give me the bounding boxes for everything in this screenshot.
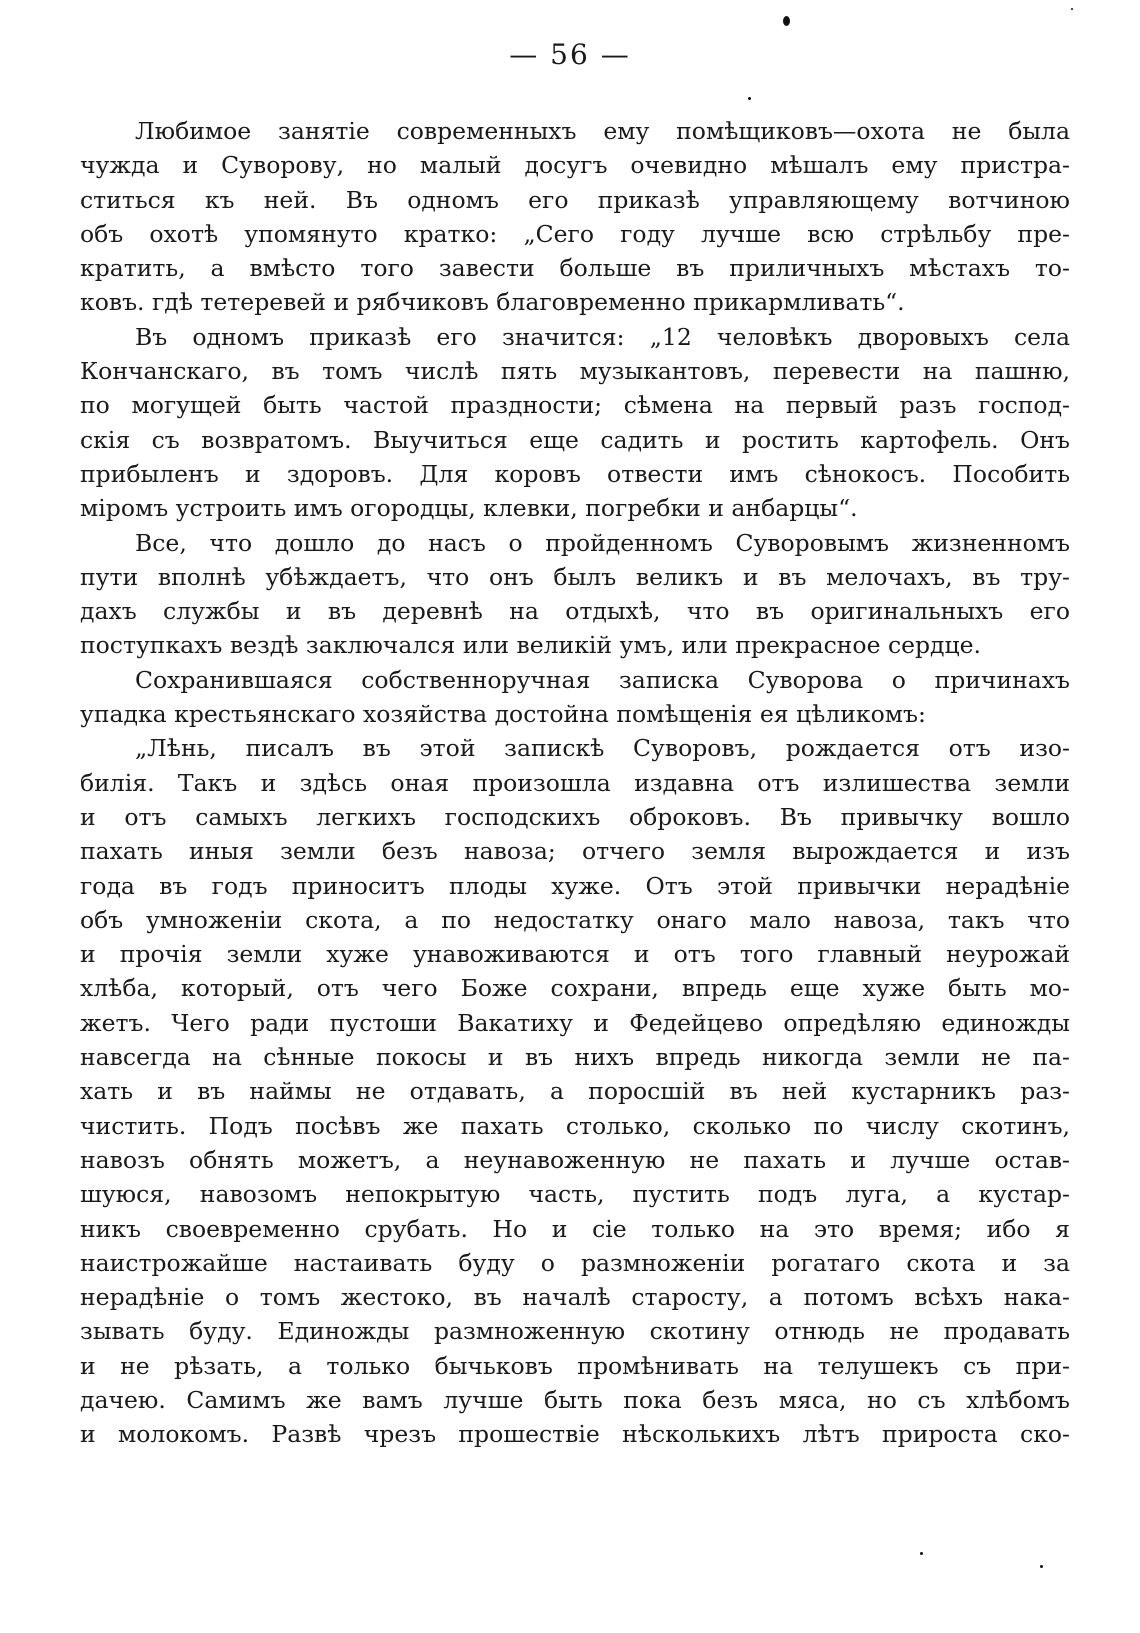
page-number: — 56 —: [509, 38, 631, 71]
text-line: жетъ. Чего ради пустоши Вакатиху и Федейцево опредѣляю единожды: [80, 1008, 1070, 1037]
text-line: поступкахъ вездѣ заключался или великій умъ, или прекрасное сердце.: [80, 631, 982, 660]
text-line: дачею. Самимъ же вамъ лучше быть пока безъ мяса, но съ хлѣбомъ: [80, 1385, 1070, 1414]
text-line: объ умноженіи скота, а по недостатку онаго мало навоза, такъ что: [80, 905, 1070, 934]
text-line: наистрожайше настаивать буду о размноженіи рогатаго скота и за: [80, 1248, 1070, 1277]
text-line: Въ одномъ приказѣ его значится: „12 человѣкъ дворовыхъ села: [135, 322, 1070, 351]
text-line: ститься къ ней. Въ одномъ его приказѣ управляющему вотчиною: [80, 185, 1070, 214]
text-line: „Лѣнь, писалъ въ этой запискѣ Суворовъ, рождается отъ изо-: [135, 734, 1070, 763]
body-text: [80, 114, 1070, 1452]
text-line: навозъ обнять можетъ, а неунавоженную не пахать и лучше остав-: [80, 1145, 1070, 1174]
text-line: нерадѣніе о томъ жестоко, въ началѣ старосту, а потомъ всѣхъ нака-: [80, 1283, 1070, 1312]
text-line: чистить. Подъ посѣвъ же пахать столько, сколько по числу скотинъ,: [80, 1111, 1070, 1140]
ink-speck: [920, 1552, 923, 1555]
ink-speck: [748, 97, 751, 100]
text-line: Кончанскаго, въ томъ числѣ пять музыкантовъ, перевести на пашню,: [80, 357, 1070, 386]
ink-speck: [1040, 1565, 1043, 1568]
text-line: Любимое занятіе современныхъ ему помѣщиковъ—охота не была: [135, 117, 1070, 145]
text-line: кратить, а вмѣсто того завести больше въ приличныхъ мѣстахъ то-: [80, 254, 1070, 283]
text-line: и не рѣзать, а только бычьковъ промѣнивать на телушекъ съ при-: [80, 1351, 1070, 1380]
text-line: дахъ службы и въ деревнѣ на отдыхѣ, что въ оригинальныхъ его: [80, 597, 1070, 626]
text-line: и отъ самыхъ легкихъ господскихъ оброковъ. Въ привычку вошло: [80, 802, 1070, 831]
text-line: шуюся, навозомъ непокрытую часть, пустить подъ луга, а кустар-: [80, 1180, 1070, 1209]
text-line: и прочія земли хуже унавоживаются и отъ того главный неурожай: [80, 940, 1070, 969]
text-line: Сохранившаяся собственноручная записка Суворова о причинахъ: [135, 665, 1070, 694]
text-line: хать и въ наймы не отдавать, а поросшій въ ней кустарникъ раз-: [80, 1077, 1070, 1106]
text-line: хлѣба, который, отъ чего Боже сохрани, впредь еще хуже быть мо-: [80, 974, 1070, 1003]
text-line: прибыленъ и здоровъ. Для коровъ отвести имъ сѣнокосъ. Пособить: [80, 459, 1070, 488]
text-line: пахать иныя земли безъ навоза; отчего земля вырождается и изъ: [80, 837, 1070, 866]
text-line: ковъ. гдѣ тетеревей и рябчиковъ благовременно прикармливать“.: [80, 288, 905, 317]
text-line: и молокомъ. Развѣ чрезъ прошествіе нѣсколькихъ лѣтъ прироста ско-: [80, 1420, 1070, 1449]
text-line: по могущей быть частой праздности; сѣмена на первый разъ господ-: [80, 391, 1070, 420]
text-line: зывать буду. Единожды размноженную скотину отнюдь не продавать: [80, 1317, 1070, 1346]
ink-speck: [783, 16, 790, 26]
text-line: навсегда на сѣнные покосы и въ нихъ впредь никогда земли не па-: [80, 1043, 1070, 1072]
text-line: никъ своевременно срубать. Но и сіе только на это время; ибо я: [80, 1214, 1070, 1243]
text-line: года въ годъ приноситъ плоды хуже. Отъ этой привычки нерадѣніе: [80, 871, 1070, 900]
text-line: міромъ устроить имъ огородцы, клевки, погребки и анбарцы“.: [80, 494, 858, 523]
text-line: Все, что дошло до насъ о пройденномъ Суворовымъ жизненномъ: [135, 528, 1070, 557]
ink-speck: [1071, 8, 1073, 10]
text-line: билія. Такъ и здѣсь оная произошла издавна отъ излишества земли: [80, 768, 1070, 797]
text-line: упадка крестьянскаго хозяйства достойна помѣщенія ея цѣликомъ:: [80, 700, 926, 729]
text-line: пути вполнѣ убѣждаетъ, что онъ былъ великъ и въ мелочахъ, въ тру-: [80, 562, 1070, 591]
text-line: объ охотѣ упомянуто кратко: „Сего году лучше всю стрѣльбу пре-: [80, 219, 1070, 248]
text-line: скія съ возвратомъ. Выучиться еще садить и ростить картофель. Онъ: [80, 425, 1070, 454]
text-line: чужда и Суворову, но малый досугъ очевидно мѣшалъ ему пристра-: [80, 151, 1070, 180]
